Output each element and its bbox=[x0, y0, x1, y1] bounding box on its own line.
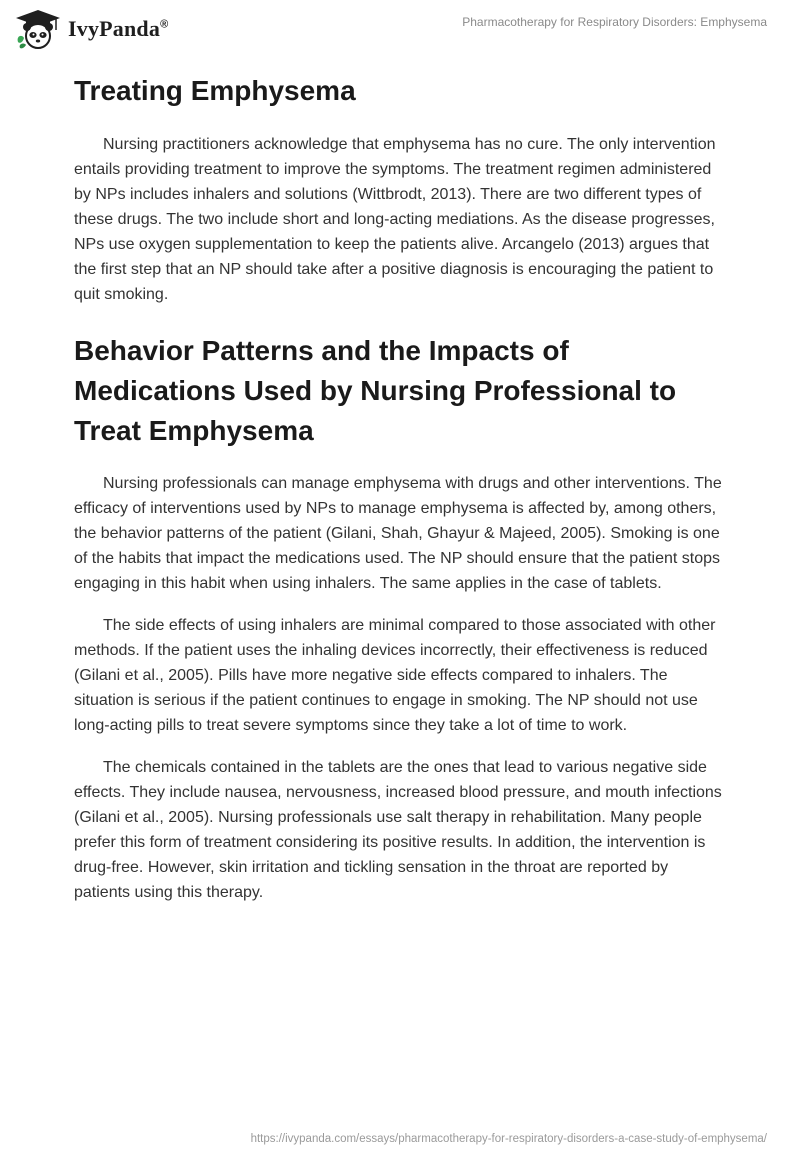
section-heading: Treating Emphysema bbox=[74, 75, 356, 106]
page-header bbox=[0, 0, 800, 60]
ivypanda-logo[interactable] bbox=[14, 8, 168, 50]
section-behavior-patterns bbox=[74, 331, 728, 905]
registered-mark: ® bbox=[160, 18, 169, 31]
section-treating-emphysema bbox=[74, 72, 728, 307]
running-title: Pharmacotherapy for Respiratory Disorders: Emphysema bbox=[462, 15, 767, 29]
source-url-link[interactable]: https://ivypanda.com/essays/pharmacotherapy-for-respiratory-disorders-a-case-study-of-emphysema/ bbox=[250, 1133, 767, 1145]
document-body bbox=[74, 72, 728, 905]
paragraph: The chemicals contained in the tablets are the ones that lead to various negative side effects. They include nausea, nervousness, increased blood pressure, and mouth infections (Gilani et al., 2005). Nursing professionals use salt therapy in rehabilitation. Many people prefer this form of treatment considering its positive results. In addition, the intervention is drug-free. However, skin irritation and tickling sensation in the throat are reported by patients using this therapy. bbox=[74, 759, 722, 901]
paragraph: Nursing practitioners acknowledge that emphysema has no cure. The only intervention entails providing treatment to improve the symptoms. The treatment regimen administered by NPs includes inhalers and solutions (Wittbrodt, 2013). There are two different types of these drugs. The two include short and long-acting mediations. As the disease progresses, NPs use oxygen supplementation to keep the patients alive. Arcangelo (2013) argues that the first step that an NP should take after a positive diagnosis is encouraging the patient to quit smoking. bbox=[74, 136, 716, 303]
logo-wordmark: IvyPanda® bbox=[68, 16, 169, 41]
section-heading: Behavior Patterns and the Impacts of Medications Used by Nursing Professional to Treat Emphysema bbox=[74, 335, 677, 446]
paragraph: The side effects of using inhalers are minimal compared to those associated with other methods. If the patient uses the inhaling devices incorrectly, their effectiveness is reduced (Gilani et al., 2005). Pills have more negative side effects compared to inhalers. The situation is serious if the patient continues to engage in smoking. The NP should not use long-acting pills to treat severe symptoms since they take a lot of time to work. bbox=[74, 617, 716, 734]
panda-graduate-icon bbox=[14, 8, 62, 50]
paragraph: Nursing professionals can manage emphysema with drugs and other interventions. The efficacy of interventions used by NPs to manage emphysema is affected by, among others, the behavior patterns of the patient (Gilani, Shah, Ghayur & Majeed, 2005). Smoking is one of the habits that impact the medications used. The NP should ensure that the patient stops engaging in this habit when using inhalers. The same applies in the case of tablets. bbox=[74, 475, 722, 592]
